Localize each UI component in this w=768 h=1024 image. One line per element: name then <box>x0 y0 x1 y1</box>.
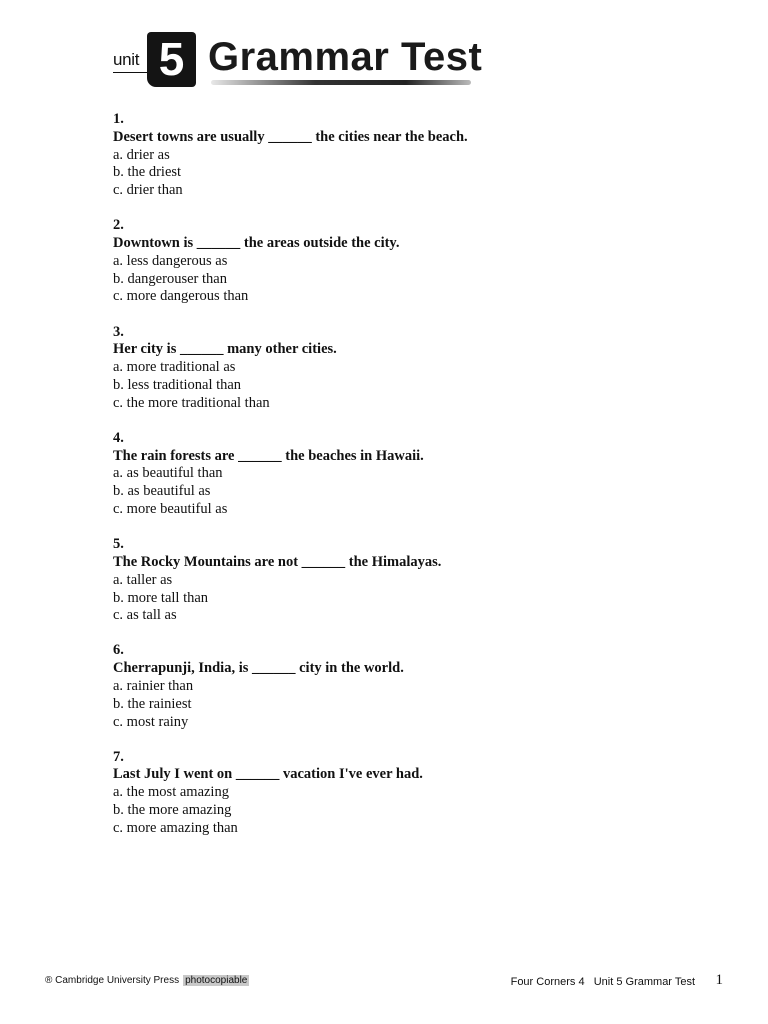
answer-option-b[interactable]: b. the driest <box>113 164 182 181</box>
question-list <box>113 111 713 855</box>
answer-option-b[interactable]: b. the more amazing <box>113 802 232 819</box>
footer-copyright <box>45 975 249 986</box>
question-number: 2. <box>113 217 124 234</box>
question-7 <box>113 749 713 838</box>
answer-option-a[interactable]: a. the most amazing <box>113 784 229 801</box>
page-title: Grammar Test <box>208 35 483 79</box>
page-header <box>113 30 513 92</box>
question-prompt: The Rocky Mountains are not ______ the Himalayas. <box>113 553 442 570</box>
question-number: 7. <box>113 748 124 765</box>
question-number: 1. <box>113 111 124 127</box>
answer-option-c[interactable]: c. as tall as <box>113 607 177 624</box>
answer-option-a[interactable]: a. less dangerous as <box>113 252 228 269</box>
answer-option-b[interactable]: b. less traditional than <box>113 376 242 393</box>
question-4 <box>113 430 713 519</box>
question-prompt: Downtown is ______ the areas outside the city. <box>113 235 400 252</box>
question-number: 3. <box>113 323 124 340</box>
answer-option-c[interactable]: c. most rainy <box>113 713 189 730</box>
answer-option-c[interactable]: c. more amazing than <box>113 819 238 836</box>
question-number: 5. <box>113 536 124 553</box>
unit-underline <box>113 72 147 73</box>
question-prompt: The rain forests are ______ the beaches in Hawaii. <box>113 447 424 464</box>
question-3 <box>113 324 713 413</box>
answer-option-c[interactable]: c. the more traditional than <box>113 394 270 411</box>
footer-course-title: Four Corners 4 Unit 5 Grammar Test <box>510 976 695 988</box>
answer-option-a[interactable]: a. taller as <box>113 571 173 588</box>
title-underline <box>211 80 471 85</box>
answer-option-a[interactable]: a. more traditional as <box>113 359 236 376</box>
page-number: 1 <box>715 972 723 988</box>
answer-option-c[interactable]: c. more dangerous than <box>113 288 249 305</box>
answer-option-b[interactable]: b. as beautiful as <box>113 483 211 500</box>
question-5 <box>113 536 713 625</box>
unit-label: unit <box>113 50 140 69</box>
unit-number: 5 <box>158 33 185 85</box>
question-prompt: Last July I went on ______ vacation I've ever had. <box>113 766 423 783</box>
question-6 <box>113 642 713 731</box>
photocopiable-badge: photocopiable <box>185 975 248 986</box>
copyright-text: ® Cambridge University Press <box>45 975 180 986</box>
question-2 <box>113 217 713 306</box>
answer-option-c[interactable]: c. drier than <box>113 182 183 199</box>
answer-option-a[interactable]: a. as beautiful than <box>113 465 223 482</box>
question-prompt: Desert towns are usually ______ the cities near the beach. <box>113 128 468 145</box>
question-prompt: Cherrapunji, India, is ______ city in the world. <box>113 660 404 677</box>
question-number: 6. <box>113 642 124 659</box>
answer-option-b[interactable]: b. dangerouser than <box>113 270 227 287</box>
question-1 <box>113 111 713 200</box>
answer-option-b[interactable]: b. more tall than <box>113 589 209 606</box>
question-number: 4. <box>113 429 124 446</box>
answer-option-a[interactable]: a. drier as <box>113 146 170 163</box>
answer-option-c[interactable]: c. more beautiful as <box>113 501 228 518</box>
answer-option-a[interactable]: a. rainier than <box>113 678 194 694</box>
answer-option-b[interactable]: b. the rainiest <box>113 695 192 712</box>
question-prompt: Her city is ______ many other cities. <box>113 341 337 358</box>
